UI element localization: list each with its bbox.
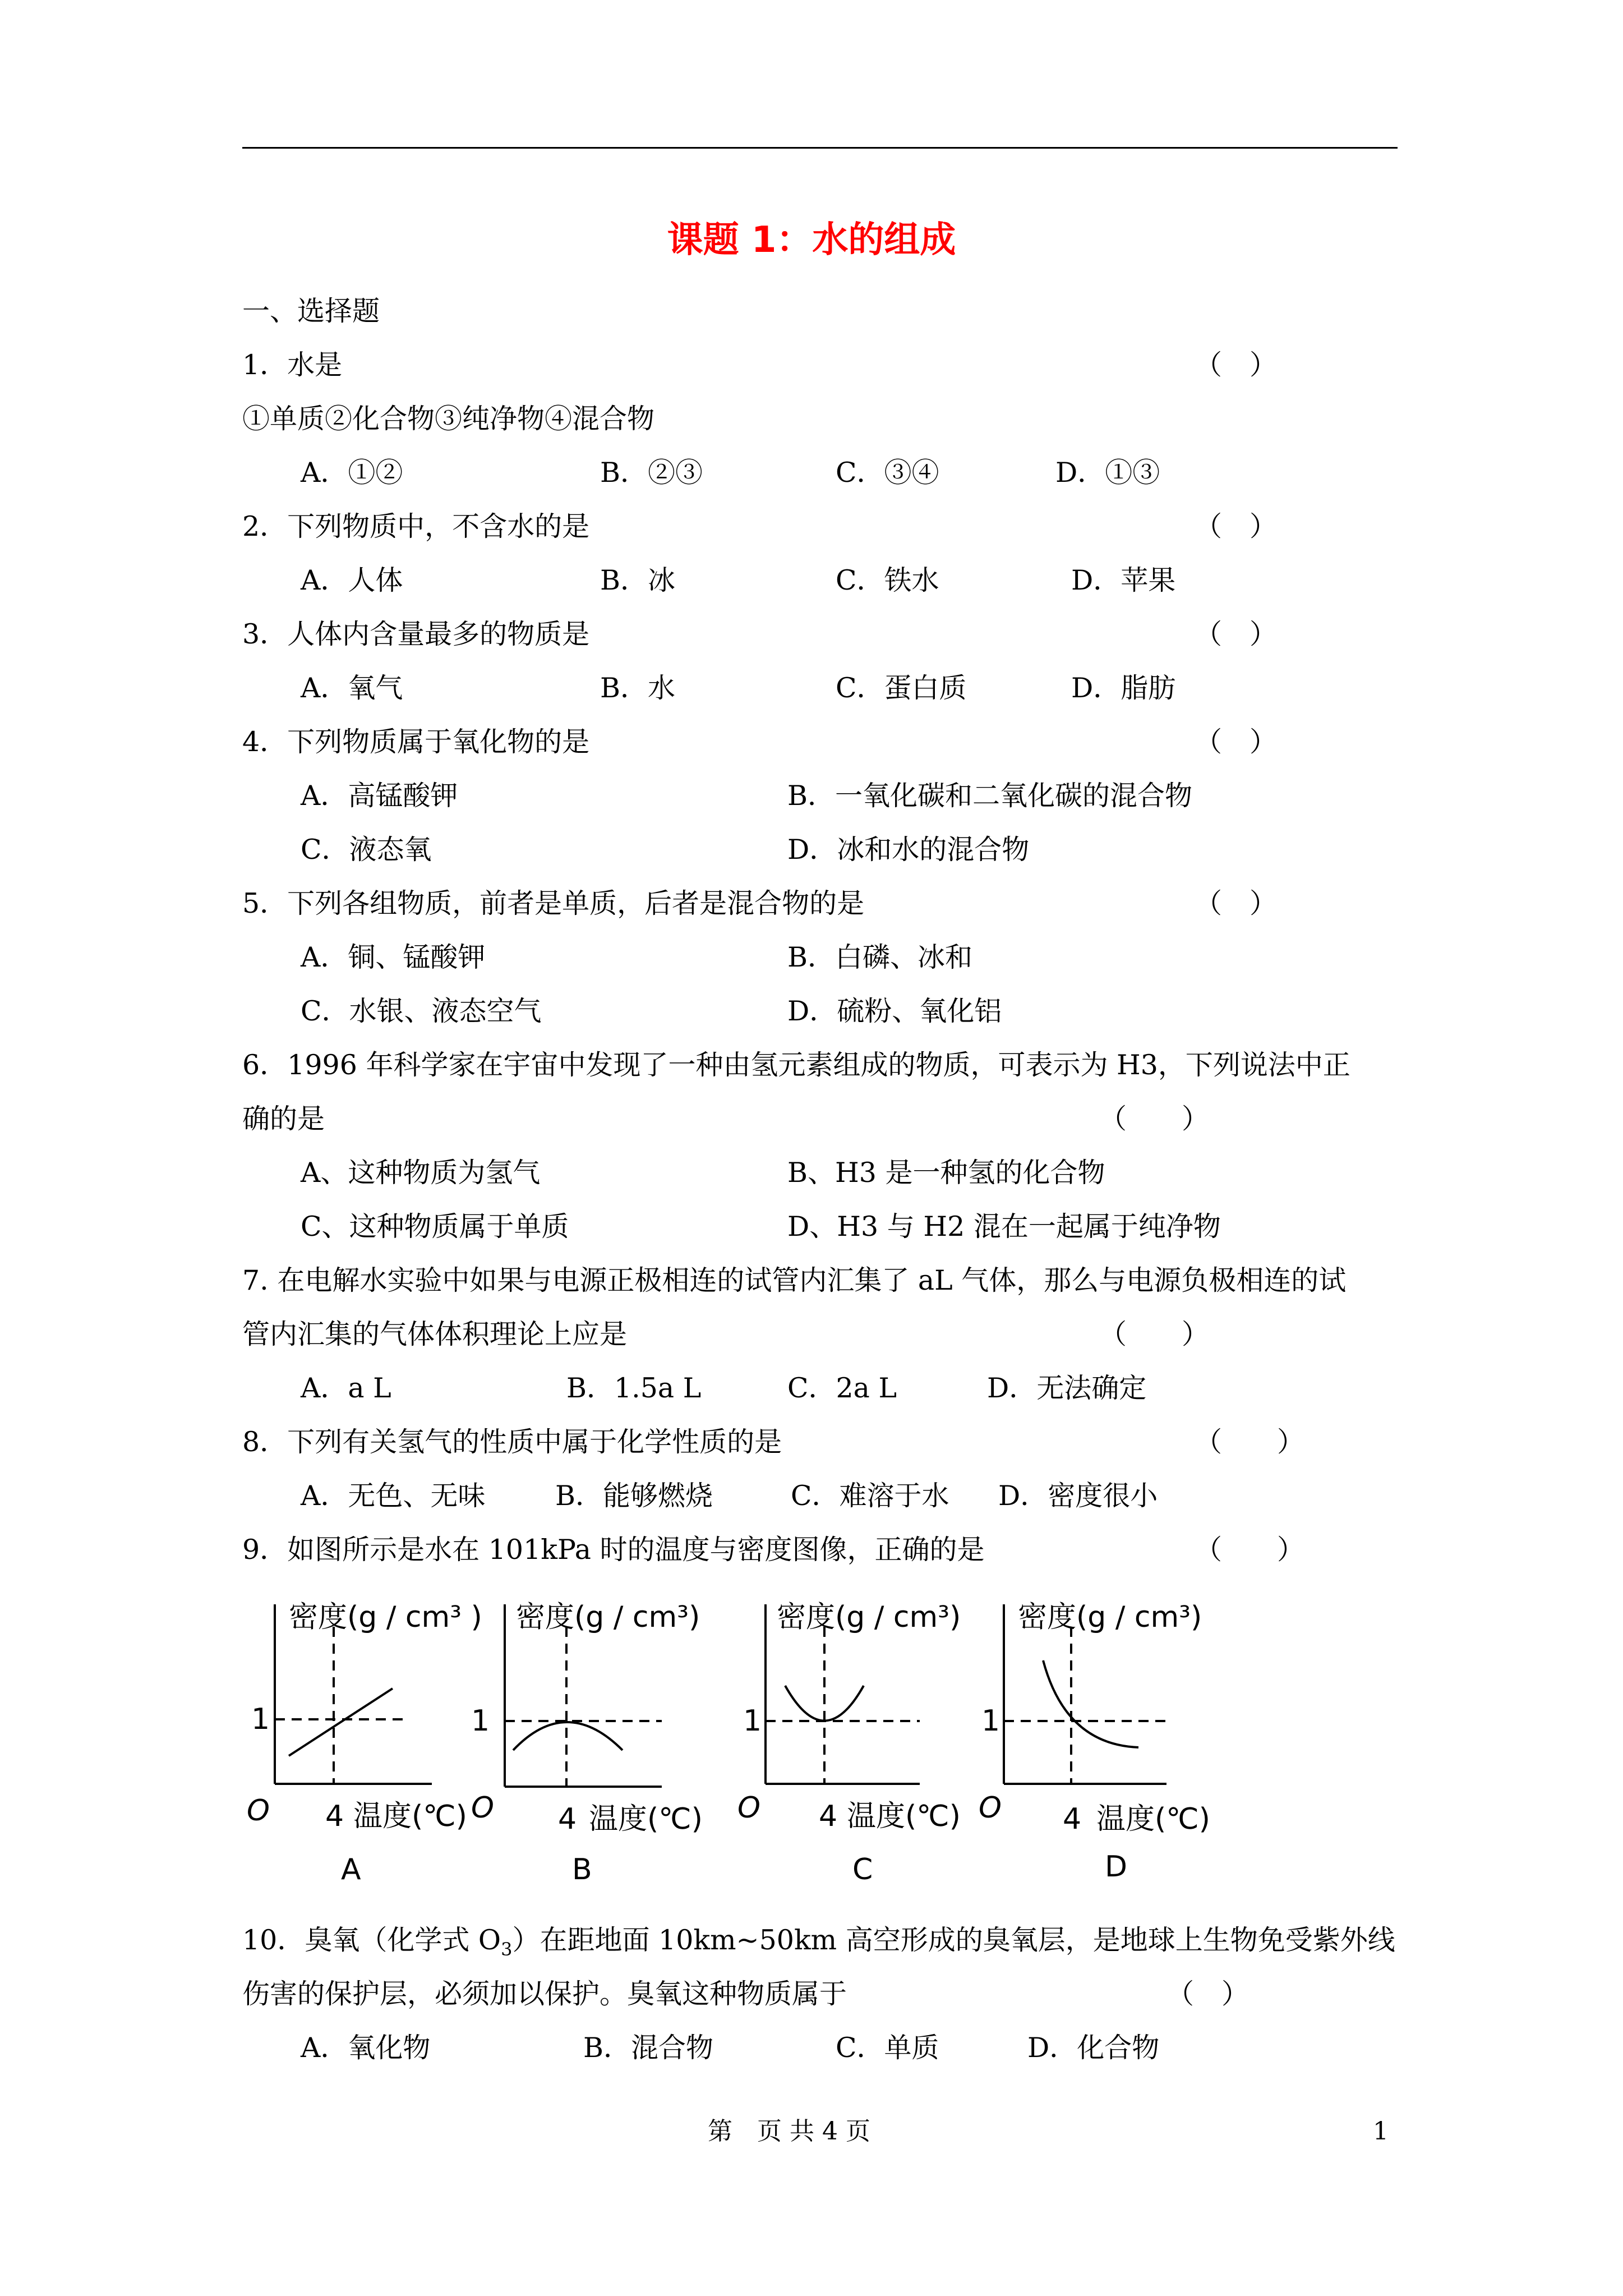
graph-c-ylabel: 密度(g / cm³) [777,1600,961,1634]
q5-option-b: B．白磷、冰和 [787,941,973,973]
q4-answer-blank: （ ） [1195,726,1278,758]
q2-answer-blank: （ ） [1195,510,1278,542]
q3-option-d: D．脂肪 [1071,672,1176,704]
q10-stem-line2: 伤害的保护层，必须加以保护。臭氧这种物质属于 [242,1978,847,2010]
q8-option-c: C．难溶于水 [791,1480,949,1512]
q3-answer-blank: （ ） [1195,618,1278,650]
graph-c-xlabel: 温度(℃) [847,1800,961,1833]
graph-b-letter: B [572,1853,592,1887]
q3-option-c: C．蛋白质 [836,672,967,704]
q6-stem-line2: 确的是 [242,1103,325,1135]
q4-option-a: A．高锰酸钾 [301,780,458,812]
graph-d-one: 1 [981,1704,1000,1738]
q1-option-d: D．①③ [1055,457,1160,489]
q1-sub: ①单质②化合物③纯净物④混合物 [242,403,655,435]
graph-d-four: 4 [1063,1802,1082,1836]
graph-a-letter: A [341,1853,361,1887]
q10-stem-part2: ）在距地面 10km~50km 高空形成的臭氧层，是地球上生物免受紫外线 [512,1924,1395,1956]
q7-option-a: A．a L [301,1372,391,1404]
graph-a-origin: O [247,1794,270,1828]
graph-c-four: 4 [819,1800,838,1833]
q9-stem: 9．如图所示是水在 101kPa 时的温度与密度图像，正确的是 [242,1534,985,1566]
q10-option-b: B．混合物 [583,2032,714,2064]
graph-a-curve [289,1688,393,1756]
graph-a-ylabel: 密度(g / cm³ ) [289,1600,482,1634]
graph-b-curve [513,1722,623,1750]
q10-stem-line1 [242,1921,1395,1969]
q7-option-d: D．无法确定 [987,1372,1147,1404]
q3-stem: 3．人体内含量最多的物质是 [242,618,590,650]
q10-answer-blank: （ ） [1166,1978,1249,2010]
graph-b-xlabel: 温度(℃) [589,1802,703,1836]
q10-option-d: D．化合物 [1027,2032,1160,2064]
graph-b-ylabel: 密度(g / cm³) [516,1600,700,1634]
q4-option-d: D．冰和水的混合物 [787,834,1030,866]
q9-answer-blank: （ ） [1195,1534,1305,1566]
q2-stem: 2．下列物质中，不含水的是 [242,510,590,542]
q2-option-b: B．冰 [600,564,676,596]
q7-option-c: C．2a L [787,1372,897,1404]
graph-c-origin: O [737,1791,760,1825]
q7-answer-blank: （ ） [1099,1318,1210,1350]
graph-c-letter: C [852,1853,873,1887]
q4-option-b: B．一氧化碳和二氧化碳的混合物 [787,780,1193,812]
graph-a-four: 4 [325,1800,344,1833]
q10-option-c: C．单质 [836,2032,939,2064]
q8-option-a: A．无色、无味 [301,1480,486,1512]
header-rule [242,147,1398,149]
q2-option-c: C．铁水 [836,564,939,596]
q6-stem-line1: 6．1996 年科学家在宇宙中发现了一种由氢元素组成的物质，可表示为 H3，下列说法中正 [242,1049,1350,1081]
q10-subscript: 3 [501,1938,513,1960]
q3-option-a: A．氧气 [301,672,403,704]
q5-option-d: D．硫粉、氧化铝 [787,995,1002,1027]
q5-stem: 5．下列各组物质，前者是单质，后者是混合物的是 [242,887,865,919]
footer-page-number: 1 [1373,2117,1389,2146]
q5-option-a: A．铜、锰酸钾 [301,941,486,973]
footer-page-count: 第 页 共 4 页 [708,2117,870,2146]
q8-answer-blank: （ ） [1195,1426,1305,1458]
q4-stem: 4．下列物质属于氧化物的是 [242,726,590,758]
graph-d-xlabel: 温度(℃) [1096,1802,1210,1836]
graph-a-one: 1 [251,1703,270,1736]
q5-option-c: C．水银、液态空气 [301,995,542,1027]
q7-stem-line2: 管内汇集的气体体积理论上应是 [242,1318,628,1350]
graph-d-curve [1043,1660,1138,1747]
section-heading: 一、选择题 [242,295,380,327]
q5-answer-blank: （ ） [1195,887,1278,919]
q3-option-b: B．水 [600,672,676,704]
q10-stem-part1: 10．臭氧（化学式 O [242,1924,501,1956]
graph-d-ylabel: 密度(g / cm³) [1018,1600,1202,1634]
q6-answer-blank: （ ） [1099,1103,1210,1135]
graph-c-one: 1 [743,1704,762,1738]
q2-option-a: A．人体 [301,564,403,596]
q8-stem: 8．下列有关氢气的性质中属于化学性质的是 [242,1426,782,1458]
q2-option-d: D．苹果 [1071,564,1176,596]
graph-b-four: 4 [558,1802,577,1836]
q6-option-c: C、这种物质属于单质 [301,1211,569,1243]
q7-stem-line1: 7. 在电解水实验中如果与电源正极相连的试管内汇集了 aL 气体，那么与电源负极相连的试 [242,1264,1347,1296]
q8-option-d: D．密度很小 [998,1480,1158,1512]
graph-d-letter: D [1105,1850,1128,1884]
graph-a-xlabel: 温度(℃) [353,1800,467,1833]
graph-d-origin: O [979,1791,1002,1825]
q1-answer-blank: （ ） [1195,349,1278,381]
q1-option-a: A．①② [301,457,403,489]
graph-b-origin: O [471,1791,494,1825]
q7-option-b: B．1.5a L [566,1372,702,1404]
q1-option-b: B．②③ [600,457,703,489]
q10-option-a: A．氧化物 [301,2032,431,2064]
q1-option-c: C．③④ [836,457,939,489]
q1-stem: 1．水是 [242,349,343,381]
q9-graphs [241,1593,1267,1896]
graph-b-one: 1 [471,1704,490,1738]
page-title: 课题 1：水的组成 [667,219,956,261]
q6-option-b: B、H3 是一种氢的化合物 [787,1157,1105,1189]
q6-option-a: A、这种物质为氢气 [301,1157,541,1189]
q6-option-d: D、H3 与 H2 混在一起属于纯净物 [787,1211,1221,1243]
q8-option-b: B．能够燃烧 [555,1480,713,1512]
q4-option-c: C．液态氧 [301,834,432,866]
